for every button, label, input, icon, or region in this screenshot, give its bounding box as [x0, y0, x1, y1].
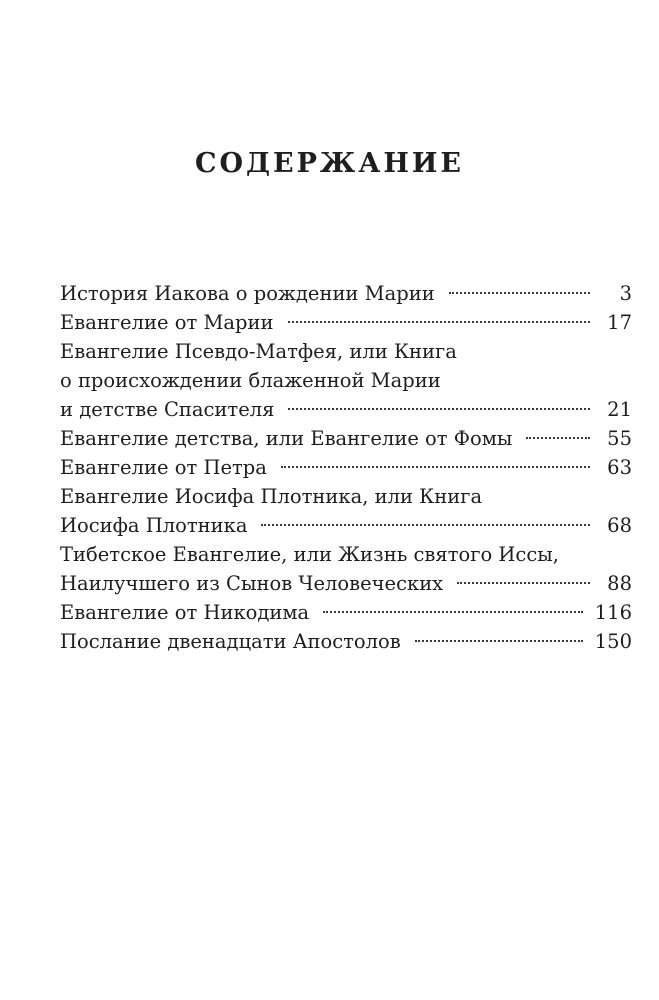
toc-page-number: 116 [594, 601, 632, 624]
toc-entry-title-line: о происхождении блаженной Марии [60, 369, 441, 392]
toc-entry-title-line: Наилучшего из Сынов Человеческих [60, 572, 444, 595]
table-of-contents [60, 279, 632, 656]
toc-entry-title: Евангелие от Марии [60, 311, 274, 334]
toc-entry [60, 482, 632, 540]
toc-entry [60, 598, 632, 627]
toc-page-number: 150 [594, 630, 632, 653]
toc-entry [60, 453, 632, 482]
toc-entry [60, 279, 632, 308]
dot-leader [281, 466, 590, 468]
dot-leader [288, 321, 590, 323]
toc-page-number: 68 [607, 514, 632, 537]
dot-leader [526, 437, 590, 439]
dot-leader [288, 408, 590, 410]
dot-leader [457, 582, 590, 584]
toc-page-number: 3 [619, 282, 632, 305]
toc-entry-title-line: Евангелие Иосифа Плотника, или Книга [60, 485, 483, 508]
toc-entry [60, 308, 632, 337]
toc-entry [60, 337, 632, 424]
toc-entry-title: Евангелие от Петра [60, 456, 267, 479]
toc-page-number: 63 [607, 456, 632, 479]
toc-page-number: 17 [607, 311, 632, 334]
toc-entry-title: Послание двенадцати Апостолов [60, 630, 401, 653]
toc-entry [60, 540, 632, 598]
toc-entry [60, 424, 632, 453]
toc-page-number: 21 [607, 398, 632, 421]
toc-entry-title-line: Евангелие Псевдо-Матфея, или Книга [60, 340, 457, 363]
dot-leader [449, 292, 590, 294]
toc-entry-title: Евангелие детства, или Евангелие от Фомы [60, 427, 513, 450]
dot-leader [323, 611, 583, 613]
dot-leader [261, 524, 590, 526]
dot-leader [415, 640, 583, 642]
toc-entry-title: Евангелие от Никодима [60, 601, 310, 624]
toc-page-number: 88 [607, 572, 632, 595]
toc-entry-title-line: Тибетское Евангелие, или Жизнь святого Иссы, [60, 543, 559, 566]
toc-entry-title: История Иакова о рождении Марии [60, 282, 435, 305]
toc-entry-title-line: и детстве Спасителя [60, 398, 275, 421]
toc-page-number: 55 [607, 427, 632, 450]
toc-entry [60, 627, 632, 656]
page-title: СОДЕРЖАНИЕ [195, 148, 464, 179]
toc-entry-title-line: Иосифа Плотника [60, 514, 248, 537]
